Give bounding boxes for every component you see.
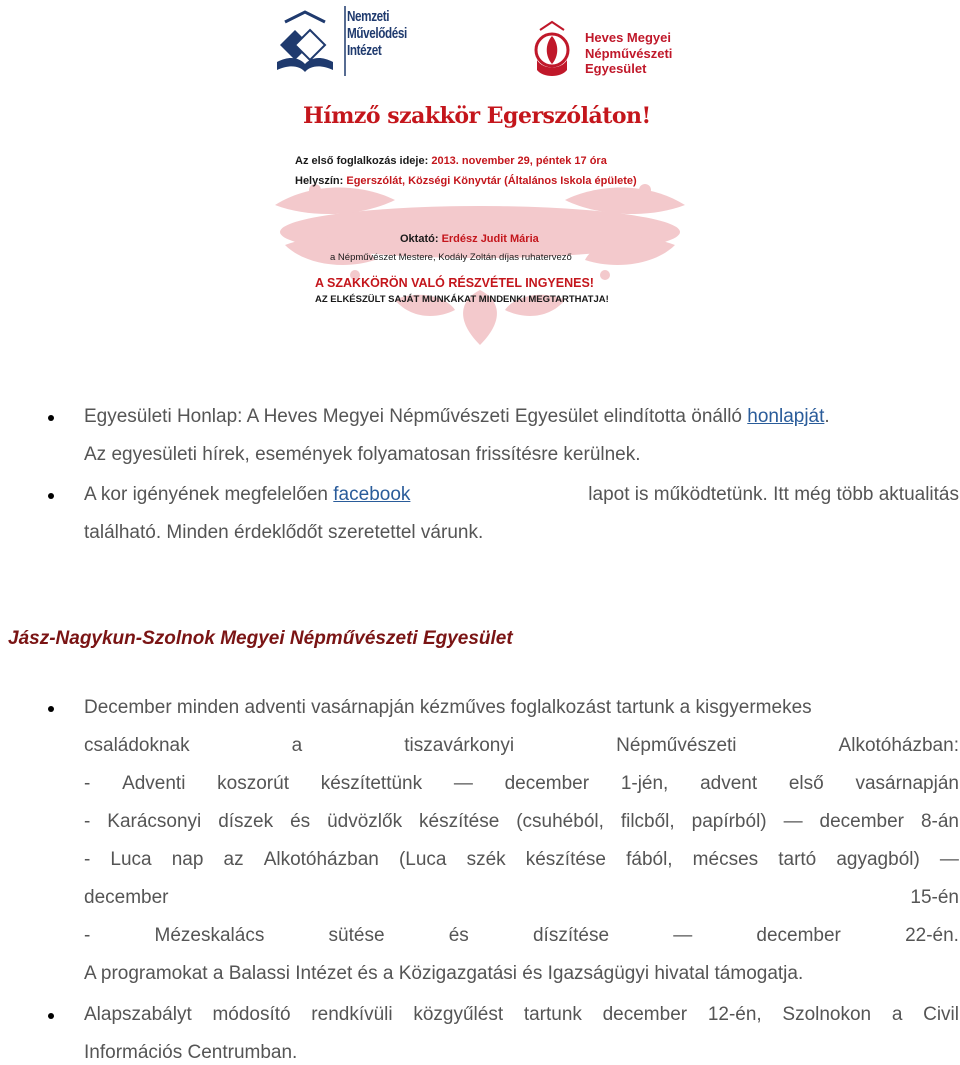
word: 8-án (920, 811, 959, 832)
word: készítése (525, 849, 606, 870)
website-link[interactable]: honlapját (747, 406, 825, 427)
word: december (602, 1004, 688, 1025)
word: Karácsonyi (107, 811, 202, 832)
word: koszorút (217, 773, 289, 794)
bullet-icon (48, 415, 54, 421)
word: Alapszabályt (84, 1004, 192, 1025)
word: — (939, 849, 959, 870)
word: - (84, 849, 91, 870)
word: vasárnapján (855, 773, 959, 794)
advent-line-3 (84, 772, 959, 796)
word: és (290, 811, 311, 832)
word: nap (171, 849, 204, 870)
advent-line-6 (84, 886, 959, 910)
word: Szolnokon (782, 1004, 872, 1025)
advent-line-8: A programokat a Balassi Intézet és a Közigazgatási és Igazságügyi hivatal támogatja. (84, 963, 804, 984)
word: és (448, 925, 469, 946)
bullet-icon (48, 493, 54, 499)
word: Civil (923, 1004, 959, 1025)
word: december (504, 773, 590, 794)
bullet-icon (48, 706, 54, 712)
word: készítettünk (320, 773, 423, 794)
word: díszek (218, 811, 274, 832)
word: - (84, 925, 91, 946)
word: Adventi (122, 773, 186, 794)
section-heading: Jász-Nagykun-Szolnok Megyei Népművészeti Egyesület (8, 628, 513, 649)
poster-keep-notice: AZ ELKÉSZÜLT SAJÁT MUNKÁKAT MINDENKI MEGTARTHATJA! (315, 294, 609, 305)
advent-line-1: December minden adventi vasárnapján kézműves foglalkozást tartunk a kisgyermekes (84, 697, 812, 718)
advent-line-2 (84, 734, 959, 758)
word: módosító (212, 1004, 291, 1025)
word: Alkotóházban: (838, 735, 959, 756)
poster-teacher-desc: a Népművészet Mestere, Kodály Zoltán díjas ruhatervező (330, 252, 572, 263)
word: december (819, 811, 904, 832)
word: rendkívüli (311, 1004, 393, 1025)
word: díszítése (532, 925, 610, 946)
word: papírból) (691, 811, 767, 832)
meeting-line-2: Információs Centrumban. (84, 1042, 298, 1063)
word: családoknak (84, 735, 190, 756)
word: Luca (110, 849, 152, 870)
word: december (84, 887, 169, 908)
word: - (84, 773, 91, 794)
advent-line-5 (84, 848, 959, 872)
word: készítése (419, 811, 500, 832)
word: (csuhéból, (516, 811, 604, 832)
heves-logo-icon (536, 22, 568, 76)
word: — (673, 925, 693, 946)
poster-date-line: Az első foglalkozás ideje: 2013. november 29, péntek 17 óra (295, 155, 607, 167)
heves-logo-text: Heves Megyei Népművészeti Egyesület (585, 30, 673, 76)
word: az (223, 849, 244, 870)
word: 22-én. (905, 925, 959, 946)
word: — (783, 811, 803, 832)
word: első (788, 773, 824, 794)
word: filcből, (620, 811, 675, 832)
facebook-link[interactable]: facebook (333, 484, 411, 505)
poster-location-line: Helyszín: Egerszólát, Községi Könyvtár (Általános Iskola épülete) (295, 175, 637, 187)
word: (Luca (398, 849, 447, 870)
word: sütése (328, 925, 385, 946)
embroidery-club-poster (255, 0, 705, 350)
poster-title: Hímző szakkör Egerszóláton! (303, 103, 651, 129)
word: üdvözlők (327, 811, 403, 832)
nmi-logo-icon (277, 6, 345, 76)
word: a (291, 735, 303, 756)
word: 12-én, (707, 1004, 762, 1025)
word: tiszavárkonyi (404, 735, 515, 756)
word: mécses (692, 849, 759, 870)
word: — (453, 773, 473, 794)
word: agyagból) (836, 849, 920, 870)
word: Mézeskalács (154, 925, 265, 946)
word: Népművészeti (616, 735, 737, 756)
word: 15-én (910, 887, 959, 908)
word: advent (700, 773, 758, 794)
poster-teacher-line: Oktató: Erdész Judit Mária (400, 233, 539, 245)
word: tartunk (523, 1004, 582, 1025)
word: közgyűlést (413, 1004, 504, 1025)
word: a (891, 1004, 903, 1025)
word: december (756, 925, 841, 946)
nmi-logo-text: Nemzeti Művelődési Intézet (347, 8, 407, 59)
advent-line-7 (84, 924, 959, 948)
word: - (84, 811, 91, 832)
advent-line-4 (84, 810, 959, 834)
word: szék (466, 849, 506, 870)
poster-free-notice: A SZAKKÖRÖN VALÓ RÉSZVÉTEL INGYENES! (315, 276, 594, 290)
word: 1-jén, (620, 773, 669, 794)
word: tartó (778, 849, 817, 870)
meeting-line-1 (84, 1003, 959, 1027)
word: fából, (626, 849, 673, 870)
word: Alkotóházban (263, 849, 379, 870)
bullet-icon (48, 1013, 54, 1019)
